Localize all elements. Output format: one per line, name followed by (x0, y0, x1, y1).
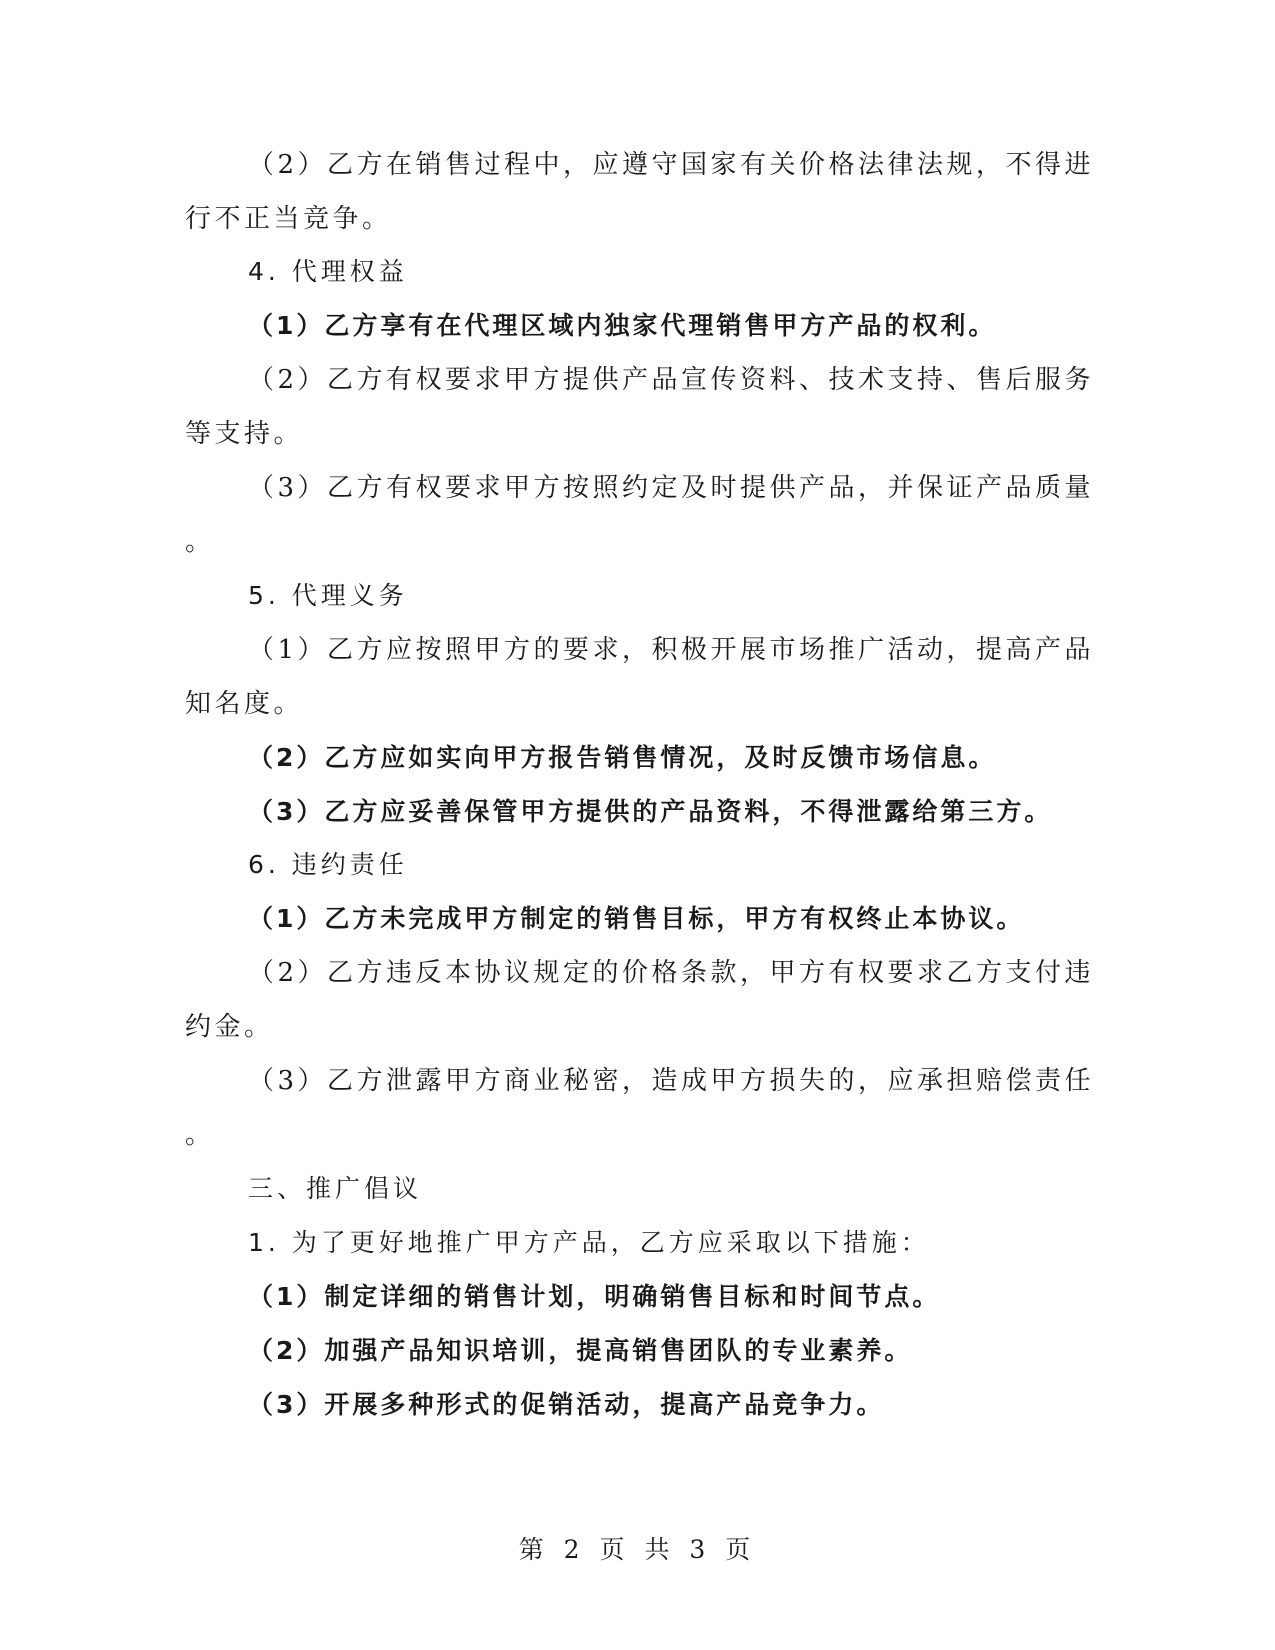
paragraph-line: （3）乙方泄露甲方商业秘密，造成甲方损失的，应承担赔偿责任 (248, 1066, 1095, 1096)
paragraph-line: 约金。 (185, 1012, 274, 1042)
section-heading: 5. 代理义务 (248, 581, 408, 610)
section-heading: 三、推广倡议 (248, 1174, 423, 1203)
paragraph-line: （3）开展多种形式的促销活动，提高产品竞争力。 (248, 1390, 885, 1419)
paragraph-line: （3）乙方应妥善保管甲方提供的产品资料，不得泄露给第三方。 (248, 797, 1053, 826)
paragraph-line: （2）乙方违反本协议规定的价格条款，甲方有权要求乙方支付违 (248, 958, 1095, 988)
paragraph-line: 知名度。 (185, 689, 304, 719)
section-heading: 4. 代理权益 (248, 257, 408, 286)
paragraph-line: 等支持。 (185, 419, 304, 449)
paragraph-line: （1）乙方应按照甲方的要求，积极开展市场推广活动，提高产品 (248, 635, 1095, 665)
paragraph-line: （1）乙方享有在代理区域内独家代理销售甲方产品的权利。 (248, 311, 997, 340)
paragraph-line: （1）乙方未完成甲方制定的销售目标，甲方有权终止本协议。 (248, 904, 1025, 933)
paragraph-line: 。 (185, 527, 215, 557)
page-footer: 第 2 页 共 3 页 (518, 1535, 757, 1564)
paragraph-line: （1）制定详细的销售计划，明确销售目标和时间节点。 (248, 1282, 941, 1311)
paragraph-line: 。 (185, 1120, 215, 1150)
paragraph-line: （3）乙方有权要求甲方按照约定及时提供产品，并保证产品质量 (248, 473, 1095, 503)
paragraph-line: （2）乙方应如实向甲方报告销售情况，及时反馈市场信息。 (248, 743, 997, 772)
paragraph-line: 行不正当竞争。 (185, 204, 392, 234)
paragraph-line: （2）加强产品知识培训，提高销售团队的专业素养。 (248, 1336, 913, 1365)
section-heading: 1. 为了更好地推广甲方产品，乙方应采取以下措施： (248, 1228, 930, 1257)
section-heading: 6. 违约责任 (248, 850, 408, 879)
paragraph-line: （2）乙方有权要求甲方提供产品宣传资料、技术支持、售后服务 (248, 365, 1095, 395)
paragraph-line: （2）乙方在销售过程中，应遵守国家有关价格法律法规，不得进 (248, 150, 1095, 180)
